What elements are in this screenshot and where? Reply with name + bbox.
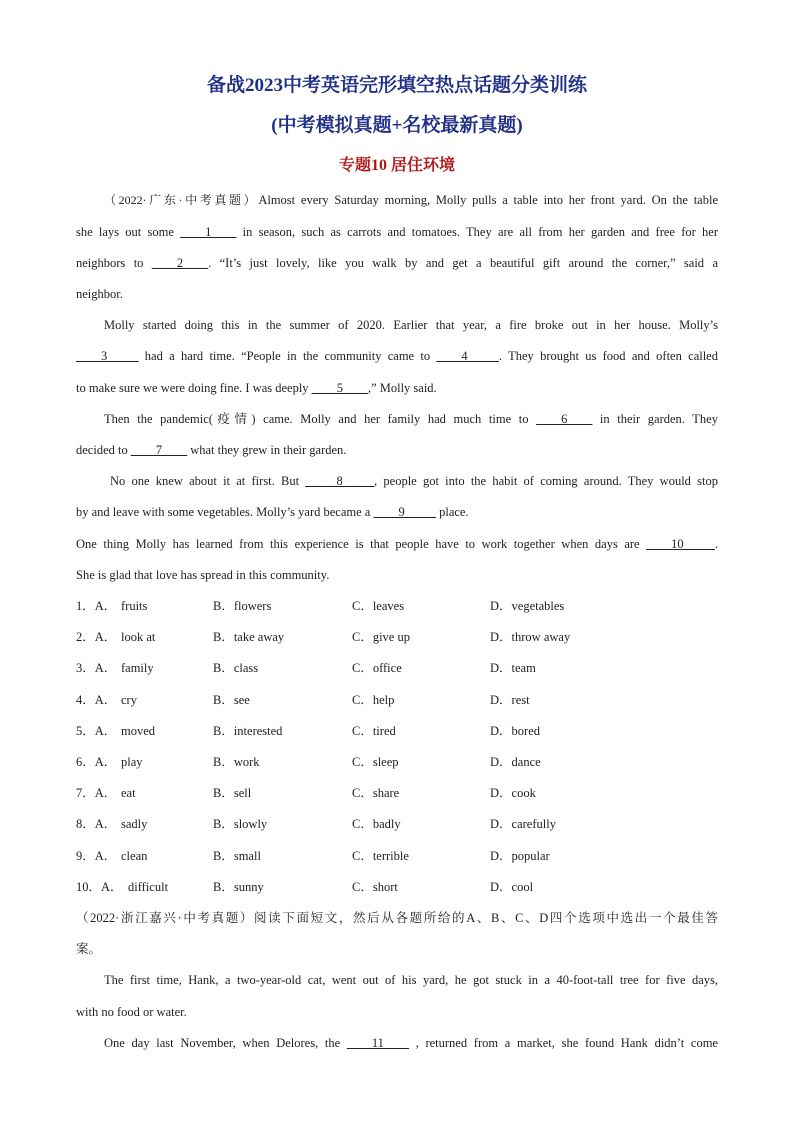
option-d: D．vegetables [490,599,565,613]
document-subtitle: (中考模拟真题+名校最新真题) [271,115,523,136]
option-c: C．office [352,661,402,675]
question-number: 2．A． [76,630,117,644]
option-b: B．sell [213,786,252,800]
option-d: D．rest [490,693,530,707]
passage1-line-10: No one knew about it at first. But _____8_____, people got into the habit of coming around. They would stop [110,474,718,488]
question-number: 5．A． [76,724,117,738]
option-b: B．small [213,849,261,863]
blank-3: ____3_____ [76,349,139,363]
option-d: D．dance [490,755,541,769]
option-b: B．take away [213,630,285,644]
blank-4: ____4_____ [436,349,499,363]
question-number: 3．A． [76,661,117,675]
option-c: C．leaves [352,599,405,613]
passage2-intro-line-2: 案。 [76,942,102,956]
question-number: 4．A． [76,693,117,707]
blank-8: _____8_____ [305,474,375,488]
document-title: 备战2023中考英语完形填空热点话题分类训练 [206,75,587,96]
option-a: family [121,661,154,675]
option-b: B．work [213,755,260,769]
option-b: B．slowly [213,817,268,831]
topic-heading: 专题10 居住环境 [338,157,455,174]
option-d: D．bored [490,724,540,738]
option-a: look at [121,630,156,644]
passage1-line-1: （2022·广东·中考真题）Almost every Saturday morning, Molly pulls a table into her front yard. On the table [104,193,719,207]
option-c: C．badly [352,817,401,831]
blank-7: ____7____ [130,443,188,457]
option-a: sadly [121,817,148,831]
option-c: C．short [352,880,398,894]
option-b: B．sunny [213,880,264,894]
option-c: C．help [352,693,395,707]
question-number: 1．A． [76,599,117,613]
source-tag: （2022·广东·中考真题） [104,193,259,207]
passage1-line-12: One thing Molly has learned from this experience is that people have to work together when days are ____10_____. [76,537,718,551]
blank-10: ____10_____ [646,537,715,551]
question-number: 9．A． [76,849,117,863]
passage2-line-1: The first time, Hank, a two-year-old cat, went out of his yard, he got stuck in a 40-foot-tall tree for five days, [104,973,718,987]
option-b: B．see [213,693,250,707]
option-a: eat [121,786,136,800]
question-number: 8．A． [76,817,117,831]
passage1-line-3: neighbors to ____2____. “It’s just lovely, like you walk by and get a beautiful gift around the corner,” said a [76,256,718,270]
blank-5: ____5____ [311,381,368,395]
option-c: C．tired [352,724,396,738]
blank-9: ____9_____ [373,505,436,519]
option-c: C．sleep [352,755,399,769]
option-d: D．throw away [490,630,571,644]
option-d: D．cook [490,786,536,800]
passage1-line-7: to make sure we were doing fine. I was deeply ____5____,” Molly said. [76,381,437,395]
option-a: fruits [121,599,148,613]
passage1-line-4: neighbor. [76,287,123,301]
option-a: play [121,755,143,769]
option-b: B．interested [213,724,283,738]
blank-11: ____11____ [346,1036,409,1050]
option-a: difficult [128,880,169,894]
passage1-line-8: Then the pandemic(疫情) came. Molly and her family had much time to ____6____ in their garden. They [104,412,718,426]
question-number: 6．A． [76,755,117,769]
blank-6: ____6____ [536,412,593,426]
option-d: D．popular [490,849,550,863]
blank-2: ____2____ [151,256,209,270]
passage1-line-2: she lays out some ____1____ in season, such as carrots and tomatoes. They are all from her garden and free for her [76,225,718,239]
passage2-line-2: with no food or water. [76,1005,187,1019]
option-a: clean [121,849,148,863]
passage1-line-6: ____3_____ had a hard time. “People in the community came to ____4_____. They brought us food and often called [76,349,718,363]
option-d: D．cool [490,880,534,894]
option-c: C．share [352,786,400,800]
option-b: B．flowers [213,599,272,613]
passage2-line-3: One day last November, when Delores, the ____11____ , returned from a market, she found Hank didn’t come [104,1036,718,1050]
passage1-line-5: Molly started doing this in the summer of 2020. Earlier that year, a fire broke out in her house. Molly’s [104,318,718,332]
option-c: C．give up [352,630,410,644]
blank-1: ____1____ [180,225,237,239]
option-d: D．team [490,661,536,675]
passage1-line-13: She is glad that love has spread in this community. [76,568,330,582]
passage2-intro-line-1: （2022·浙江嘉兴·中考真题）阅读下面短文，然后从各题所给的A、B、C、D四个选项中选出一个最佳答 [76,911,718,925]
question-number: 10．A． [76,880,123,894]
option-d: D．carefully [490,817,556,831]
question-number: 7．A． [76,786,117,800]
passage1-line-9: decided to ____7____ what they grew in their garden. [76,443,347,457]
option-a: moved [121,724,156,738]
option-b: B．class [213,661,259,675]
option-a: cry [121,693,137,707]
option-c: C．terrible [352,849,409,863]
passage1-line-11: by and leave with some vegetables. Molly’s yard became a ____9_____ place. [76,505,469,519]
